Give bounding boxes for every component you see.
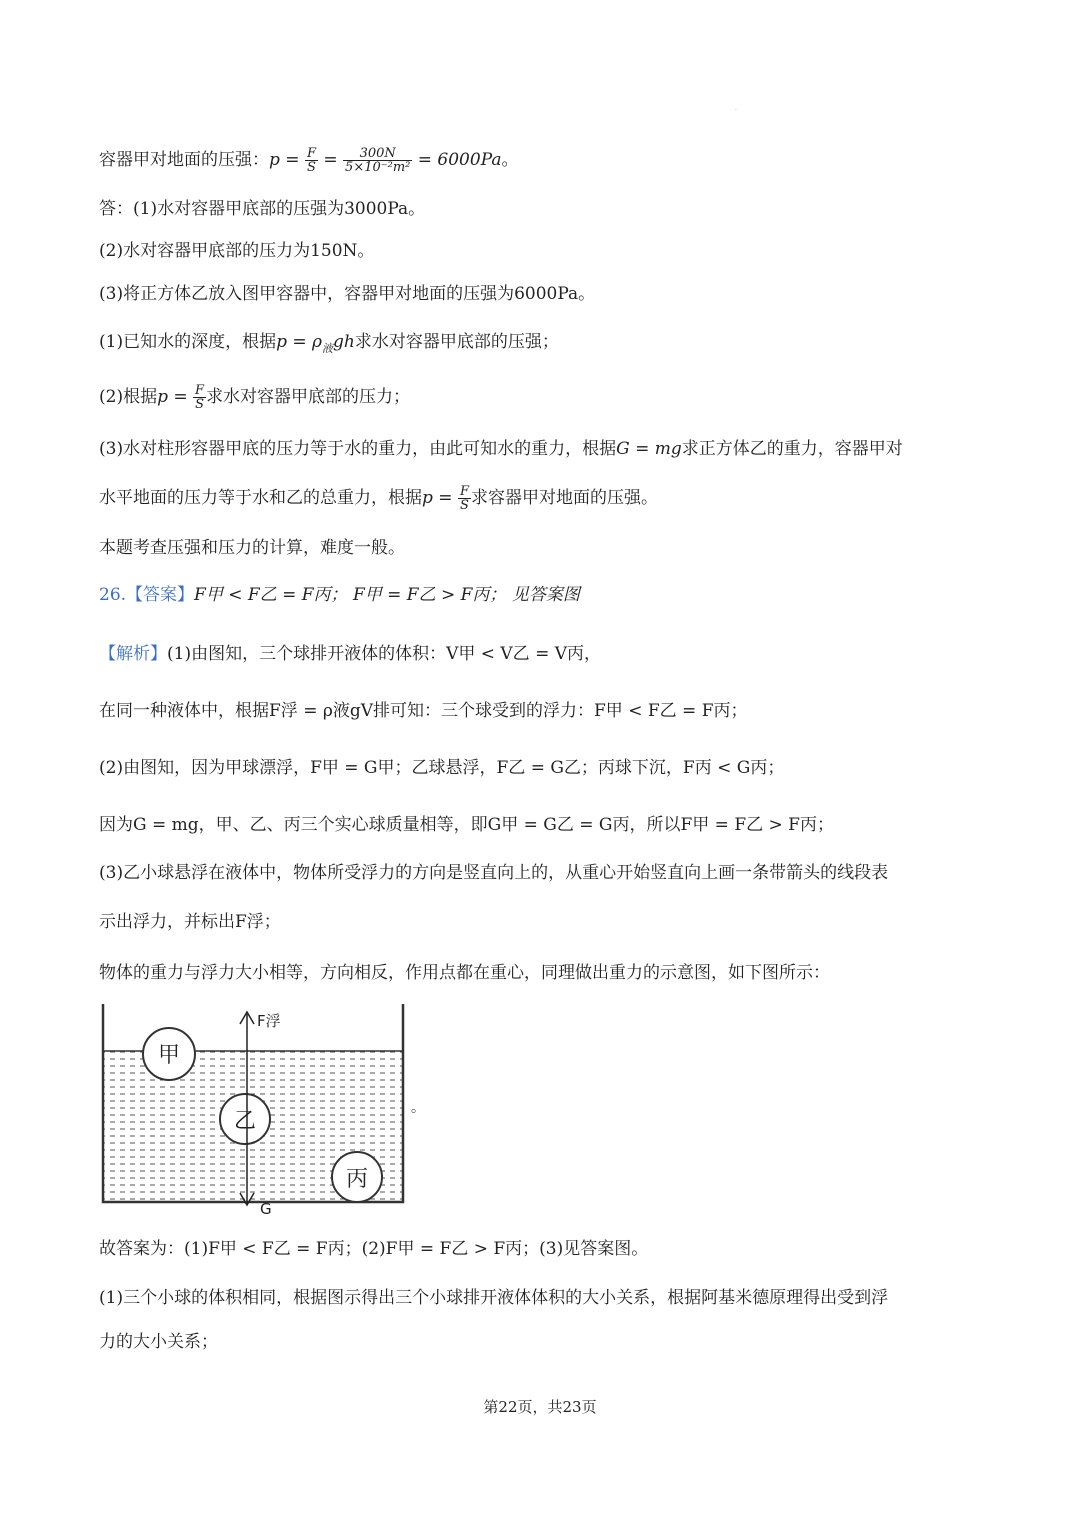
pressure-formula-line: 容器甲对地面的压强：p = $\frac{F}{S}$ = $\frac{300N}{\text{5×10⁻²m²}}$ = 6000Pa。 bbox=[99, 146, 519, 175]
analysis-line-10: 物体的重力与浮力大小相等，方向相反，作用点都在重心，同理做出重力的示意图，如下图所示： bbox=[99, 963, 830, 983]
answer-line-3: (3)将正方体乙放入图甲容器中，容器甲对地面的压强为6000Pa。 bbox=[99, 284, 596, 304]
ball-b-label: 乙 bbox=[233, 1109, 257, 1134]
answer-line-2: (2)水对容器甲底部的压力为150N。 bbox=[99, 241, 375, 261]
fraction-f-over-s: $\frac{F}{S}$ bbox=[195, 383, 205, 412]
analysis-line-5: 在同一种液体中，根据F浮 = ρ液gV排可知：三个球受到的浮力：F甲 < F乙 = F丙； bbox=[99, 701, 748, 721]
analysis-line-1: (1)已知水的深度，根据$p = \rho_液gh$求水对容器甲底部的压强； bbox=[99, 332, 559, 355]
analysis-line-8: (3)乙小球悬浮在液体中，物体所受浮力的方向是竖直向上的，从重心开始竖直向上画一条带箭头的线段表 bbox=[99, 863, 889, 883]
analysis-line-2: (2)根据p = $\frac{F}{S}$ 求水对容器甲底部的压力； bbox=[99, 383, 411, 412]
analysis-line-7: 因为G = mg，甲、乙、丙三个实心球质量相等，即G甲 = G乙 = G丙，所以F甲 = F乙 > F丙； bbox=[99, 815, 834, 835]
answer-label: 26.【答案】 bbox=[99, 585, 195, 605]
question-26-analysis: 【解析】(1)由图知，三个球排开液体的体积：V甲 < V乙 = V丙， bbox=[99, 644, 602, 664]
fraction-f-over-s: $\frac{F}{S}$ bbox=[306, 146, 316, 175]
fraction-f-over-s: $\frac{F}{S}$ bbox=[459, 484, 469, 513]
buoyancy-diagram bbox=[99, 1000, 429, 1225]
analysis-line-11: (1)三个小球的体积相同，根据图示得出三个小球排开液体体积的大小关系，根据阿基米德原理得出受到浮 bbox=[99, 1288, 889, 1308]
analysis-line-9: 示出浮力，并标出F浮； bbox=[99, 912, 281, 932]
analysis-line-3: (3)水对柱形容器甲底的压力等于水的重力，由此可知水的重力，根据G = mg求正方体乙的重力，容器甲对 bbox=[99, 439, 903, 459]
answer-line-1: 答：(1)水对容器甲底部的压强为3000Pa。 bbox=[99, 199, 426, 219]
top-mark: · bbox=[735, 107, 737, 114]
ball-a-label: 甲 bbox=[157, 1043, 181, 1068]
gravity-label: G bbox=[260, 1200, 272, 1218]
question-26-answer: 26.【答案】F甲 < F乙 = F丙； F甲 = F乙 > F丙； 见答案图 bbox=[99, 585, 580, 605]
page-footer: 第22页，共23页 bbox=[483, 1398, 597, 1416]
diagram-period: 。 bbox=[411, 1100, 425, 1116]
fraction-values: $\frac{300N}{\text{5×10⁻²m²}}$ bbox=[345, 146, 411, 175]
analysis-line-4: 水平地面的压力等于水和乙的总重力，根据p = $\frac{F}{S}$ 求容器甲对地面的压强。 bbox=[99, 484, 658, 513]
analysis-label: 【解析】 bbox=[99, 644, 167, 664]
summary-line: 本题考查压强和压力的计算，难度一般。 bbox=[99, 538, 405, 558]
buoyancy-label: F浮 bbox=[257, 1012, 281, 1030]
analysis-line-12: 力的大小关系； bbox=[99, 1332, 218, 1352]
final-answer-line: 故答案为：(1)F甲 < F乙 = F丙；(2)F甲 = F乙 > F丙；(3)见答案图。 bbox=[99, 1239, 649, 1259]
analysis-line-6: (2)由图知，因为甲球漂浮，F甲 = G甲；乙球悬浮，F乙 = G乙；丙球下沉，F丙 < G丙； bbox=[99, 758, 785, 778]
ball-c-label: 丙 bbox=[345, 1167, 369, 1192]
